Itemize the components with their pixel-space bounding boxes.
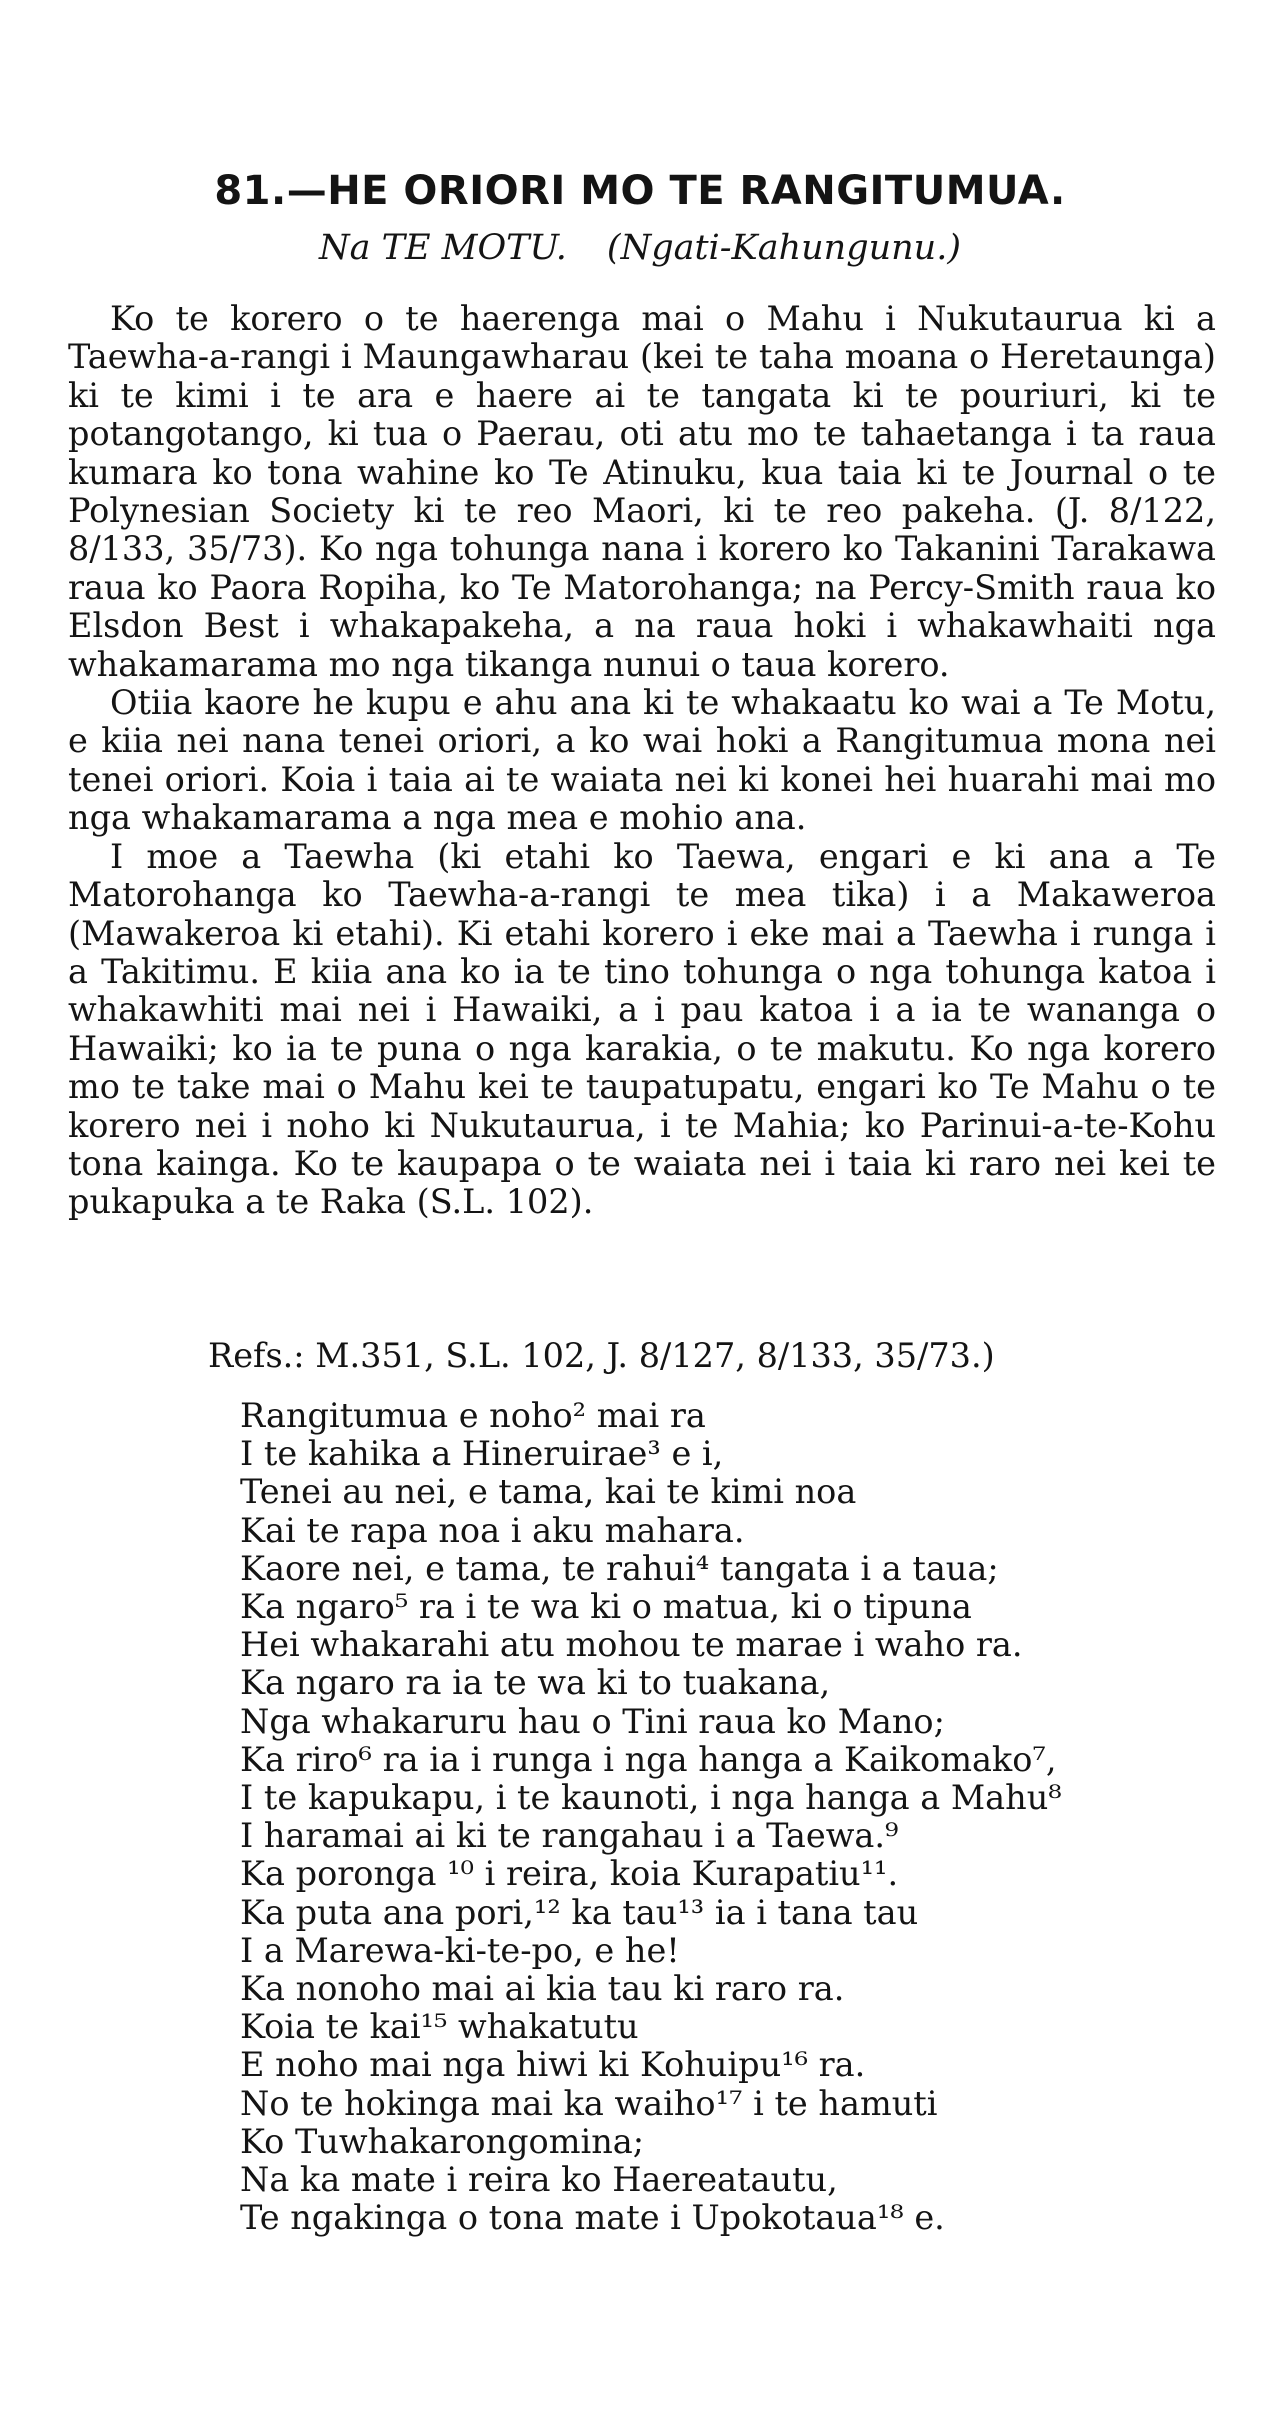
poem-line: Tenei au nei, e tama, kai te kimi noa xyxy=(240,1472,857,1512)
poem-line: Nga whakaruru hau o Tini raua ko Mano; xyxy=(240,1701,945,1741)
poem-line: I te kapukapu, i te kaunoti, i nga hanga a Mahu⁸ xyxy=(240,1778,1062,1818)
poem-line: Ka poronga ¹⁰ i reira, koia Kurapatiu¹¹. xyxy=(240,1854,899,1894)
poem-line: Ka ngaro⁵ ra i te wa ki o matua, ki o tipuna xyxy=(240,1587,972,1627)
poem-line: E noho mai nga hiwi ki Kohuipu¹⁶ ra. xyxy=(240,2045,866,2085)
poem-line: I haramai ai ki te rangahau i a Taewa.⁹ xyxy=(240,1816,899,1856)
poem-line: Rangitumua e noho² mai ra xyxy=(240,1396,706,1435)
poem-line: Ka nonoho mai ai kia tau ki raro ra. xyxy=(240,1969,845,2009)
poem-line: I a Marewa-ki-te-po, e he! xyxy=(240,1930,680,1970)
paragraph-1: Ko te korero o te haerenga mai o Mahu i Nukutaurua ki a Taewha-a-rangi i Maungawharau (kei te taha moana o Heretaunga) ki te kimi i te ara e haere ai te tangata ki te pouriuri, ki te potangotango, ki tua o Paerau, oti atu mo te tahaetanga i ta raua kumara ko tona wahine ko Te Atinuku, kua taia ki te Journal o te Polynesian Society ki te reo Maori, ki te reo pakeha. (J. 8/122, 8/133, 35/73). Ko nga tohunga nana i korero ko Takanini Tarakawa raua ko Paora Ropiha, ko Te Matorohanga; na Percy-Smith raua ko Elsdon Best i whakapakeha, a na raua hoki i whakawhaiti nga whakamarama mo nga tikanga nunui o taua korero. xyxy=(68,299,1216,684)
poem-line: Te ngakinga o tona mate i Upokotaua¹⁸ e. xyxy=(240,2198,945,2238)
poem-line: No te hokinga mai ka waiho¹⁷ i te hamuti xyxy=(240,2083,938,2123)
poem-line: I te kahika a Hineruirae³ e i, xyxy=(240,1434,724,1474)
paragraph-2: Otiia kaore he kupu e ahu ana ki te whakaatu ko wai a Te Motu, e kiia nei nana tenei oriori, a ko wai hoki a Rangitumua mona nei tenei oriori. Koia i taia ai te waiata nei ki konei hei huarahi mai mo nga whakamarama a nga mea e mohio ana. xyxy=(68,683,1216,838)
poem-line: Na ka mate i reira ko Haereatautu, xyxy=(240,2160,838,2200)
tribe-attribution: (Ngati-Kahungunu.) xyxy=(606,228,962,268)
page-title: 81.—HE ORIORI MO TE RANGITUMUA. xyxy=(214,168,1066,214)
poem xyxy=(240,1397,1220,2237)
introduction xyxy=(68,300,1216,1222)
subtitle xyxy=(0,228,1280,268)
poem-line: Hei whakarahi atu mohou te marae i waho ra. xyxy=(240,1625,1023,1665)
poem-line: Ko Tuwhakarongomina; xyxy=(240,2121,645,2161)
poem-line: Ka puta ana pori,¹² ka tau¹³ ia i tana tau xyxy=(240,1892,919,1932)
references: Refs.: M.351, S.L. 102, J. 8/127, 8/133, 35/73.) xyxy=(208,1336,995,1375)
poem-line: Ka ngaro ra ia te wa ki to tuakana, xyxy=(240,1663,831,1703)
poem-line: Ka riro⁶ ra ia i runga i nga hanga a Kaikomako⁷, xyxy=(240,1739,1057,1779)
paragraph-3: I moe a Taewha (ki etahi ko Taewa, engari e ki ana a Te Matorohanga ko Taewha-a-rangi te mea tika) i a Makaweroa (Mawakeroa ki etahi). Ki etahi korero i eke mai a Taewha i runga i a Takitimu. E kiia ana ko ia te tino tohunga o nga tohunga katoa i whakawhiti mai nei i Hawaiki, a i pau katoa i a ia te wananga o Hawaiki; ko ia te puna o nga karakia, o te makutu. Ko nga korero mo te take mai o Mahu kei te taupatupatu, engari ko Te Mahu o te korero nei i noho ki Nukutaurua, i te Mahia; ko Parinui-a-te-Kohu tona kainga. Ko te kaupapa o te waiata nei i taia ki raro nei kei te pukapuka a te Raka (S.L. 102). xyxy=(68,836,1216,1222)
poem-line: Kaore nei, e tama, te rahui⁴ tangata i a taua; xyxy=(240,1548,999,1588)
poem-line: Koia te kai¹⁵ whakatutu xyxy=(240,2007,639,2047)
author-attribution: Na TE MOTU. xyxy=(318,228,567,268)
poem-line: Kai te rapa noa i aku mahara. xyxy=(240,1510,745,1550)
